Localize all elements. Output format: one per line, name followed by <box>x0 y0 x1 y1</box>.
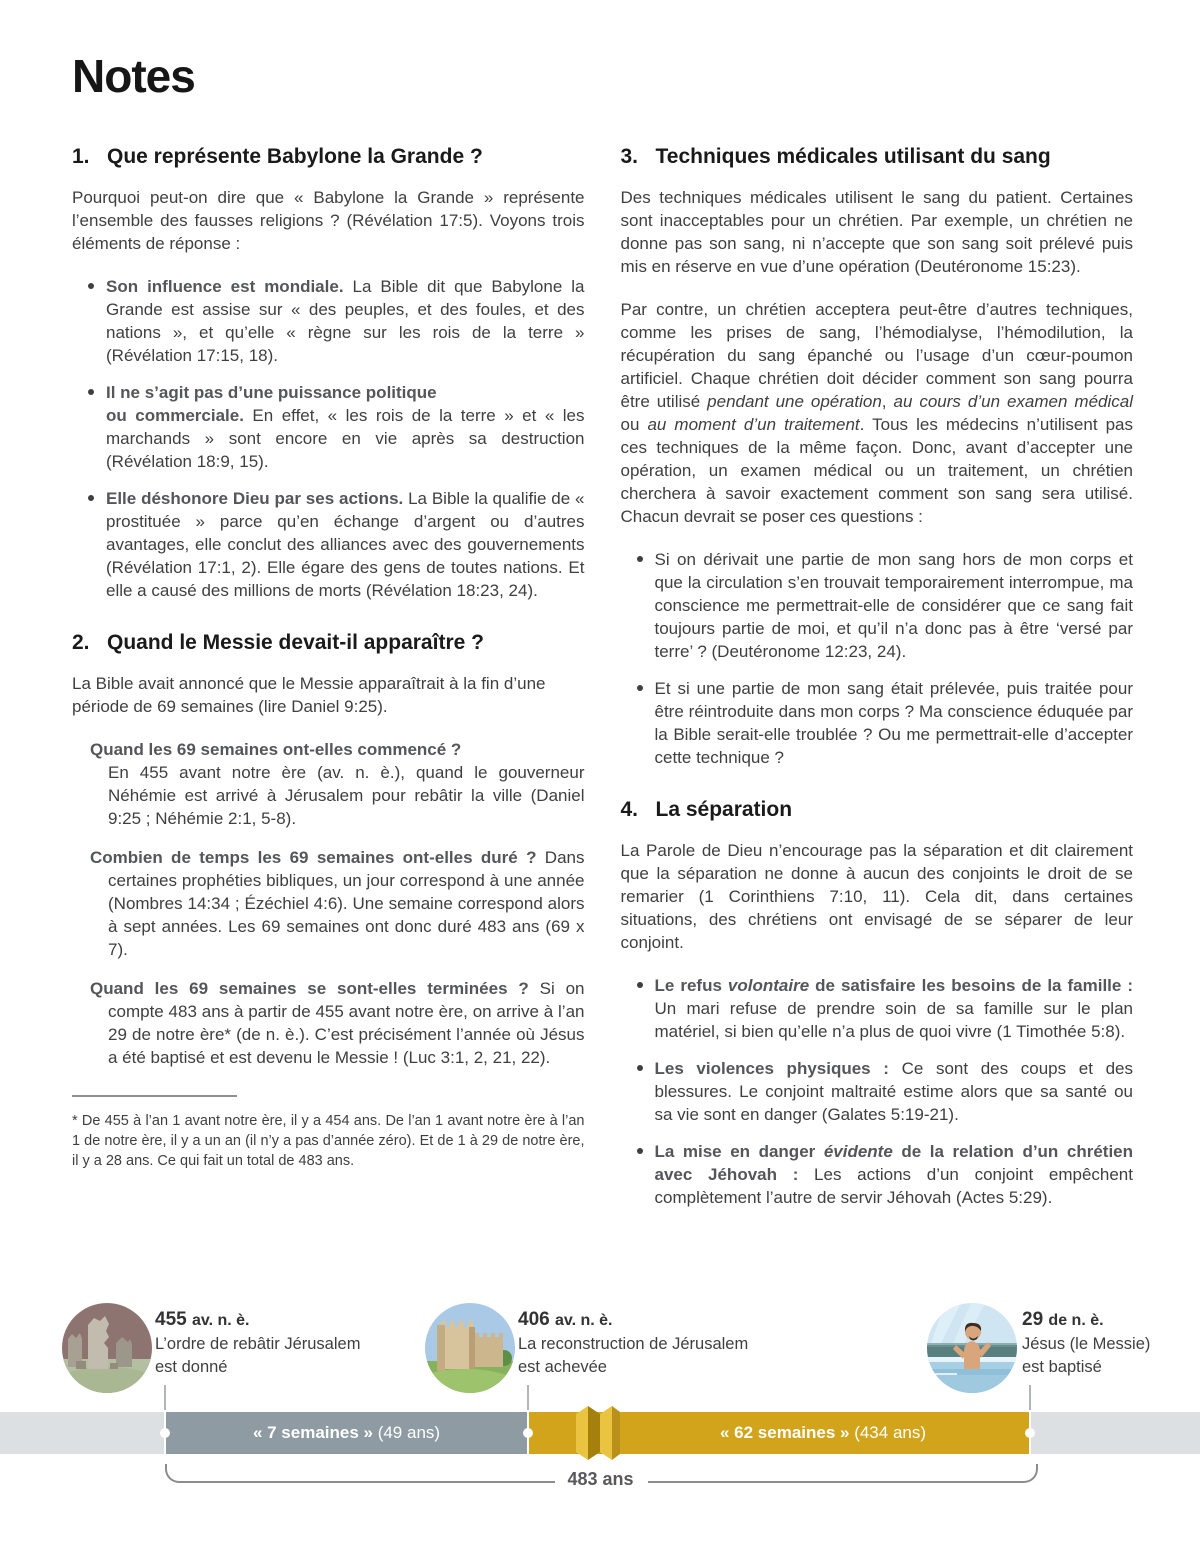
event-description: est baptisé <box>1022 1358 1102 1376</box>
event-era: av. n. è. <box>191 1312 250 1329</box>
timeline-tick <box>527 1385 529 1410</box>
jerusalem-ruins-image <box>62 1303 152 1393</box>
timeline-brace-left <box>165 1464 555 1483</box>
section-3 <box>621 144 1134 769</box>
section-3-number: 3. <box>620 145 639 168</box>
left-column <box>72 144 585 1223</box>
bullet-item: Le refus volontaire de satisfaire les besoins de la famille : Un mari refuse de prendre soin de sa famille sur le plan matériel, si bien qu’elle n’a plus de quoi vivre (1 Timothée 5:8). <box>621 974 1134 1043</box>
timeline-event-29 <box>1022 1308 1150 1379</box>
timeline-dot <box>523 1428 533 1438</box>
two-column-layout <box>0 144 1200 1223</box>
event-year: 29 <box>1022 1309 1044 1330</box>
event-era: de n. è. <box>1048 1312 1104 1329</box>
event-description: L’ordre de rebâtir Jérusalem <box>155 1335 361 1353</box>
section-1-title: Que représente Babylone la Grande ? <box>107 145 483 168</box>
section-4-intro: La Parole de Dieu n’encourage pas la séparation et dit clairement que la séparation ne donne à aucun des conjoints le droit de se remarier (1 Corinthiens 7:10, 11). Cela dit, dans certaines situations, des chrétiens ont envisagé de se séparer de leur conjoint. <box>620 841 1133 952</box>
event-description: Jésus (le Messie) <box>1022 1335 1151 1353</box>
bullet-item: La mise en danger évidente de la relation d’un chrétien avec Jéhovah : Les actions d’un conjoint empêchent complètement l’autre de servir Jéhovah (Actes 5:29). <box>621 1140 1134 1209</box>
bullet-item: Elle déshonore Dieu par ses actions. La Bible la qualifie de « prostituée » parce qu’en échange d’argent ou d’autres avantages, elle conclut des alliances avec des gouvernements (Révélation 17:1, 2). Elle égare des gens de toutes nations. Et elle a causé des millions de morts (Révélation 18:23, 24). <box>72 487 585 602</box>
timeline-break-icon <box>576 1404 620 1462</box>
section-2-heading <box>72 630 585 656</box>
section-1 <box>72 144 585 602</box>
timeline <box>0 1293 1200 1543</box>
section-3-title: Techniques médicales utilisant du sang <box>655 145 1051 168</box>
section-1-bullets <box>72 275 585 602</box>
timeline-tick <box>1029 1385 1031 1410</box>
section-4-number: 4. <box>620 798 639 821</box>
timeline-bar-7-weeks <box>165 1412 528 1454</box>
timeline-dot <box>160 1428 170 1438</box>
bullet-item: Les violences physiques : Ce sont des coups et des blessures. Le conjoint maltraité estime alors que sa santé ou sa vie sont en danger (Galates 5:19-21). <box>621 1057 1134 1126</box>
footnote-divider <box>72 1095 237 1097</box>
bar-label: « 62 semaines » (434 ans) <box>719 1423 927 1442</box>
timeline-tick <box>164 1385 166 1410</box>
sub-question-block: Quand les 69 semaines se sont-elles terminées ? Si on compte 483 ans à partir de 455 avant notre ère, on arrive à l’an 29 de notre ère* (de n. è.). C’est précisément l’année où Jésus a été baptisé et est devenu le Messie ! (Luc 3:1, 2, 21, 22). <box>90 979 585 1067</box>
timeline-event-406 <box>518 1308 748 1379</box>
timeline-dot <box>1025 1428 1035 1438</box>
section-1-number: 1. <box>72 145 90 168</box>
sub-question-block: Quand les 69 semaines ont-elles commencé ? En 455 avant notre ère (av. n. è.), quand le gouverneur Néhémie est arrivé à Jérusalem pour rebâtir la ville (Daniel 9:25 ; Néhémie 2:1, 5-8). <box>90 740 585 828</box>
section-3-paragraph-1: Des techniques médicales utilisent le sang du patient. Certaines sont inacceptables pour un chrétien. Par exemple, un chrétien ne donne pas son sang, ni n’accepte que son sang soit prélevé puis mis en réserve en vue d’une opération (Deutéronome 15:23). <box>620 188 1133 276</box>
section-3-heading <box>621 144 1134 170</box>
bullet-item: Si on dérivait une partie de mon sang hors de mon corps et que la circulation s’en trouvait temporairement interrompue, ma conscience me permettrait-elle de considérer que ce sang fait toujours partie de moi, et qu’il n’a donc pas à être ‘versé par terre’ ? (Deutéronome 12:23, 24). <box>621 548 1134 663</box>
right-column <box>621 144 1134 1223</box>
section-4-bullets <box>621 974 1134 1209</box>
timeline-brace-right <box>648 1464 1038 1483</box>
event-description: est donné <box>155 1358 228 1376</box>
section-3-bullets <box>621 548 1134 769</box>
section-4-title: La séparation <box>655 798 793 821</box>
timeline-event-455 <box>155 1308 360 1379</box>
event-year: 455 <box>155 1309 187 1330</box>
section-4 <box>621 797 1134 1209</box>
section-4-heading <box>621 797 1134 823</box>
event-year: 406 <box>518 1309 550 1330</box>
event-era: av. n. è. <box>554 1312 613 1329</box>
jesus-baptism-image <box>927 1303 1017 1393</box>
section-2-intro: La Bible avait annoncé que le Messie apparaîtrait à la fin d’une période de 69 semaines (lire Daniel 9:25). <box>72 674 546 716</box>
section-2-title: Quand le Messie devait-il apparaître ? <box>107 631 484 654</box>
page-title: Notes <box>72 50 195 102</box>
bullet-item: Il ne s’agit pas d’une puissance politique ou commerciale. En effet, « les rois de la terre » et « les marchands » sont encore en vie après sa destruction (Révélation 18:9, 15). <box>72 381 585 473</box>
section-3-paragraph-2: Par contre, un chrétien acceptera peut-être d’autres techniques, comme les prises de sang, l’hémodialyse, l’hémodilution, la récupération du sang épanché ou l’usage d’un cœur-poumon artificiel. Chaque chrétien doit décider comment son sang pourra être utilisé pendant une opération, au cours d’un examen médical ou au moment d’un traitement. Tous les médecins n’utilisent pas ces techniques de la même façon. Donc, avant d’accepter une opération, un examen médical ou un traitement, un chrétien cherchera à savoir exactement comment son sang sera utilisé. Chacun devrait se poser ces questions : <box>620 300 1134 526</box>
section-2 <box>72 630 585 1069</box>
jerusalem-rebuilt-image <box>425 1303 515 1393</box>
timeline-total-label: 483 ans <box>567 1469 634 1489</box>
footnote-text: * De 455 à l’an 1 avant notre ère, il y a 454 ans. De l’an 1 avant notre ère à l’an 1 de notre ère, il y a un an (il n’y a pas d’année zéro). Et de 1 à 29 de notre ère, il y a 28 ans. Ce qui fait un total de 483 ans. <box>72 1113 585 1169</box>
sub-question-block: Combien de temps les 69 semaines ont-elles duré ? Dans certaines prophéties bibliques, un jour correspond à une année (Nombres 14:34 ; Ézéchiel 4:6). Une semaine correspond alors à sept années. Les 69 semaines ont donc duré 483 ans (69 x 7). <box>90 848 585 959</box>
bullet-item: Son influence est mondiale. La Bible dit que Babylone la Grande est assise sur « des peuples, et des foules, et des nations », et qu’elle « règne sur les rois de la terre » (Révélation 17:15, 18). <box>72 275 585 367</box>
bullet-item: Et si une partie de mon sang était prélevée, puis traitée pour être réintroduite dans mon corps ? Ma conscience éduquée par la Bible serait-elle troublée ? Ou me permettrait-elle d’accepter cette technique ? <box>621 677 1134 769</box>
section-2-number: 2. <box>72 631 90 654</box>
bar-label: « 7 semaines » (49 ans) <box>252 1423 441 1442</box>
section-1-heading <box>72 144 585 170</box>
section-1-intro: Pourquoi peut-on dire que « Babylone la Grande » représente l’ensemble des fausses religions ? (Révélation 17:5). Voyons trois éléments de réponse : <box>72 188 585 253</box>
event-description: est achevée <box>518 1358 607 1376</box>
event-description: La reconstruction de Jérusalem <box>518 1335 749 1353</box>
